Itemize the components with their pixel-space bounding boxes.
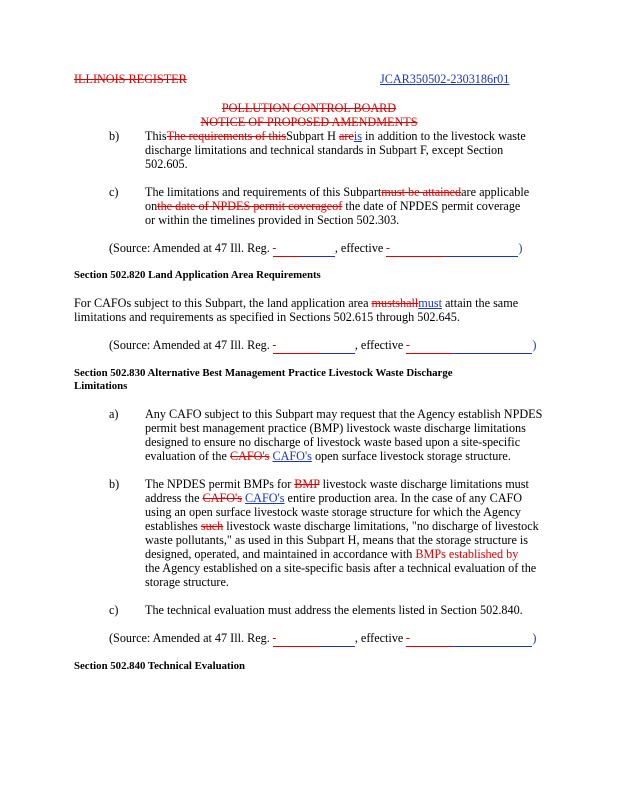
text: (Source: Amended at 47 Ill. Reg. <box>109 241 273 255</box>
source-note-2 <box>109 338 536 354</box>
text: the date of NPDES permit coverage <box>345 199 521 213</box>
inserted-text: must <box>418 296 442 310</box>
paragraph-c2-line1: The technical evaluation must address the elements listed in Section 502.840. <box>145 603 523 617</box>
paragraph-b-line1 <box>145 129 526 144</box>
paragraph-a-line1: Any CAFO subject to this Subpart may request that the Agency establish NPDES <box>145 407 543 421</box>
deleted-blank <box>273 241 301 257</box>
text: The limitations and requirements of this Subpart <box>145 185 382 199</box>
text: entire production area. In the case of any CAFO <box>287 491 523 505</box>
text: the Agency <box>145 561 201 575</box>
text: address the <box>145 491 200 505</box>
text: (Source: Amended at 47 Ill. Reg. <box>109 631 273 645</box>
paragraph-c-line2 <box>145 199 520 214</box>
deleted-text: such <box>200 519 224 533</box>
text: livestock waste discharge limitations, "no discharge of livestock <box>226 519 539 533</box>
source-note-1 <box>109 241 522 257</box>
section-heading-502-820: Section 502.820 Land Application Area Requirements <box>74 269 321 281</box>
inserted-text: is <box>353 129 362 143</box>
paragraph-b-line2: discharge limitations and technical standards in Subpart F, except Section <box>145 143 504 157</box>
paragraph-b2-line2 <box>145 491 522 506</box>
inserted-text: CAFO's <box>272 449 312 463</box>
text: ) <box>518 241 523 255</box>
text: , effective <box>354 631 407 645</box>
paragraph-b2-line7 <box>145 561 536 576</box>
deleted-blank <box>406 338 452 354</box>
deleted-text: of <box>332 199 343 213</box>
item-label-b2: b) <box>109 477 120 491</box>
inserted-blank <box>452 631 532 647</box>
inserted-text: BMPs established by <box>415 547 519 561</box>
agency-title <box>0 101 618 116</box>
paragraph-c-line1 <box>145 185 529 200</box>
deleted-text: must be attained <box>381 185 462 199</box>
inserted-blank <box>301 241 335 257</box>
paragraph-b2-line8: storage structure. <box>145 575 229 589</box>
deleted-blank <box>273 338 319 354</box>
document-id-prefix: JCAR350502-2303186 <box>380 72 494 86</box>
item-label-c: c) <box>109 185 119 199</box>
document-id-suffix: r01 <box>493 72 510 86</box>
item-label-b: b) <box>109 129 120 143</box>
notice-title <box>0 115 618 130</box>
deleted-text: The requirements of this <box>166 129 287 143</box>
text: ) <box>532 631 537 645</box>
deleted-text: must <box>371 296 396 310</box>
inserted-text: CAFO's <box>245 491 285 505</box>
text: designed, operated, and maintained in accordance with <box>145 547 416 561</box>
text: , effective <box>334 241 387 255</box>
paragraph-b2-line1 <box>145 477 529 492</box>
paragraph-c-line3: or within the timelines provided in Section 502.303. <box>145 213 400 227</box>
text: , effective <box>354 338 407 352</box>
deleted-blank <box>273 631 319 647</box>
section-heading-502-840: Section 502.840 Technical Evaluation <box>74 660 245 672</box>
paragraph-b-line3: 502.605. <box>145 157 188 171</box>
text: are applicable <box>461 185 530 199</box>
deleted-text: shall <box>395 296 419 310</box>
text: attain the same <box>445 296 519 310</box>
paragraph-b2-line6 <box>145 547 518 562</box>
item-label-c2: c) <box>109 603 119 617</box>
section-heading-502-830-cont: Limitations <box>74 380 128 392</box>
section-820-line2: limitations and requirements as specified in Sections 502.615 through 502.645. <box>74 310 460 324</box>
deleted-text: CAFO's <box>229 449 270 463</box>
paragraph-a-line4 <box>145 449 511 464</box>
deleted-text: CAFO's <box>202 491 242 505</box>
text: For CAFOs subject to this Subpart, the land application area <box>74 296 369 310</box>
text: This <box>145 129 167 143</box>
text: The NPDES permit BMPs for <box>145 477 292 491</box>
text: ) <box>532 338 537 352</box>
paragraph-b2-line3: using an open surface livestock waste storage structure for which the Agency <box>145 505 521 519</box>
document-id <box>380 72 509 87</box>
deleted-text: are <box>338 129 354 143</box>
paragraph-b2-line5: waste pollutants," as used in this Subpart H, means that the storage structure is <box>145 533 529 547</box>
text: livestock waste discharge limitations must <box>322 477 529 491</box>
text: in addition to the livestock waste <box>365 129 526 143</box>
text: established on a site-specific basis after a technical evaluation of the <box>203 561 537 575</box>
inserted-blank <box>452 338 532 354</box>
text: evaluation of the <box>145 449 227 463</box>
paragraph-a-line3: designed to ensure no discharge of livestock waste based upon a site-specific <box>145 435 521 449</box>
agency-title-text: POLLUTION CONTROL BOARD <box>221 101 397 115</box>
text: on <box>145 199 158 213</box>
text: open surface livestock storage structure. <box>314 449 511 463</box>
deleted-text: the date of NPDES permit coverage <box>157 199 333 213</box>
item-label-a: a) <box>109 407 119 421</box>
inserted-blank <box>319 338 355 354</box>
paragraph-b2-line4 <box>145 519 539 534</box>
paragraph-a-line2: permit best management practice (BMP) livestock waste discharge limitations <box>145 421 526 435</box>
text: (Source: Amended at 47 Ill. Reg. <box>109 338 273 352</box>
notice-title-text: NOTICE OF PROPOSED AMENDMENTS <box>200 115 418 129</box>
text: Subpart H <box>286 129 336 143</box>
register-header: ILLINOIS REGISTER <box>74 72 187 86</box>
inserted-blank <box>446 241 518 257</box>
source-note-3 <box>109 631 536 647</box>
text: establishes <box>145 519 198 533</box>
deleted-text: BMP <box>294 477 320 491</box>
section-heading-502-830: Section 502.830 Alternative Best Management Practice Livestock Waste Discharge <box>74 367 453 379</box>
deleted-blank <box>386 241 446 257</box>
inserted-blank <box>319 631 355 647</box>
deleted-blank <box>406 631 452 647</box>
section-820-line1 <box>74 296 518 311</box>
